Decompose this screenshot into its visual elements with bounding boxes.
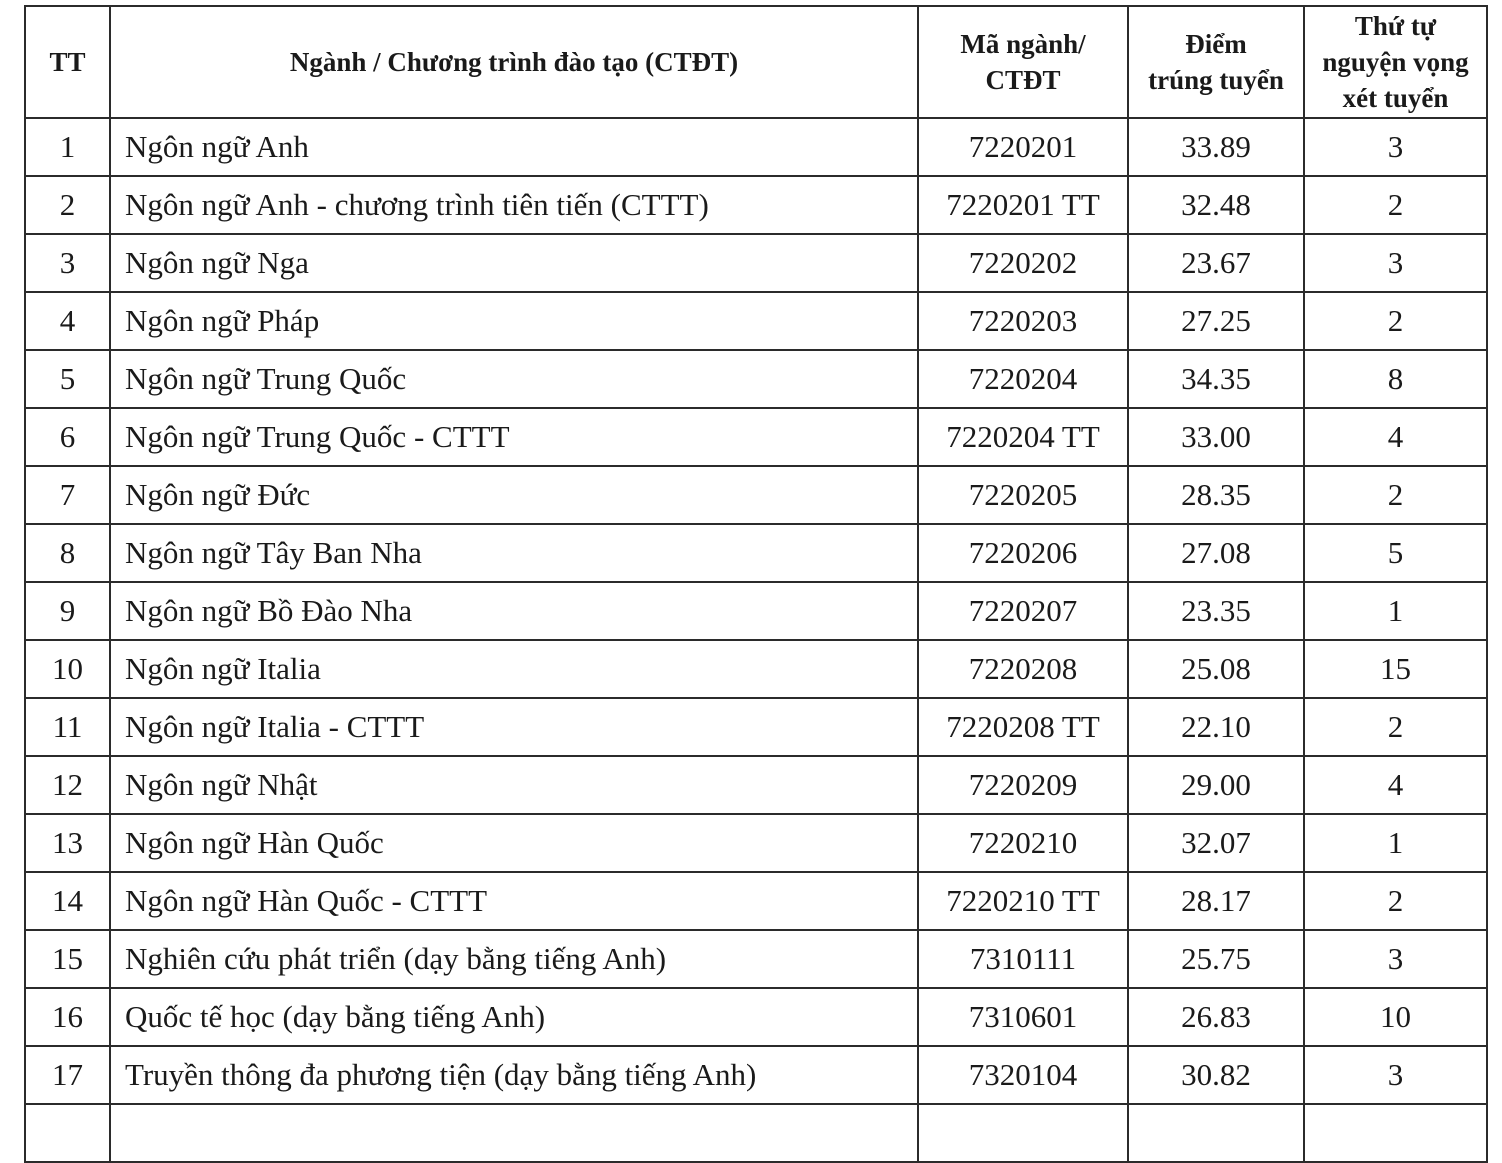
cell-code: 7220210 TT bbox=[918, 872, 1128, 930]
cell-code: 7220201 bbox=[918, 118, 1128, 176]
cell-code: 7310111 bbox=[918, 930, 1128, 988]
cell-score: 33.00 bbox=[1128, 408, 1304, 466]
cell-priority: 2 bbox=[1304, 292, 1487, 350]
header-score-line1: Điểm bbox=[1185, 29, 1247, 59]
cell-program: Ngôn ngữ Anh - chương trình tiên tiến (CTTT) bbox=[110, 176, 918, 234]
cell-program: Ngôn ngữ Pháp bbox=[110, 292, 918, 350]
cell-program: Truyền thông đa phương tiện (dạy bằng tiếng Anh) bbox=[110, 1046, 918, 1104]
cell-priority: 3 bbox=[1304, 1046, 1487, 1104]
table-row bbox=[25, 524, 1487, 582]
cell-priority: 2 bbox=[1304, 698, 1487, 756]
cell-tt-empty bbox=[25, 1104, 110, 1162]
cell-tt: 8 bbox=[25, 524, 110, 582]
cell-tt: 17 bbox=[25, 1046, 110, 1104]
cell-priority: 8 bbox=[1304, 350, 1487, 408]
table-row bbox=[25, 814, 1487, 872]
cell-code-empty bbox=[918, 1104, 1128, 1162]
cell-score: 34.35 bbox=[1128, 350, 1304, 408]
cell-tt: 16 bbox=[25, 988, 110, 1046]
cell-score: 27.25 bbox=[1128, 292, 1304, 350]
cell-score: 26.83 bbox=[1128, 988, 1304, 1046]
cell-score: 27.08 bbox=[1128, 524, 1304, 582]
cell-tt: 6 bbox=[25, 408, 110, 466]
cell-tt: 14 bbox=[25, 872, 110, 930]
cell-program: Ngôn ngữ Đức bbox=[110, 466, 918, 524]
cell-program: Ngôn ngữ Nga bbox=[110, 234, 918, 292]
cell-priority: 3 bbox=[1304, 930, 1487, 988]
cell-tt: 13 bbox=[25, 814, 110, 872]
cell-tt: 9 bbox=[25, 582, 110, 640]
cell-tt: 1 bbox=[25, 118, 110, 176]
cell-code: 7220202 bbox=[918, 234, 1128, 292]
header-code-line1: Mã ngành/ bbox=[960, 29, 1086, 59]
table-row bbox=[25, 350, 1487, 408]
cell-score: 25.08 bbox=[1128, 640, 1304, 698]
cell-score: 32.48 bbox=[1128, 176, 1304, 234]
table-row bbox=[25, 930, 1487, 988]
table-row bbox=[25, 640, 1487, 698]
cell-code: 7220203 bbox=[918, 292, 1128, 350]
cell-program: Ngôn ngữ Italia - CTTT bbox=[110, 698, 918, 756]
header-row bbox=[25, 6, 1487, 118]
cell-score: 25.75 bbox=[1128, 930, 1304, 988]
table-header bbox=[25, 6, 1487, 118]
table-row bbox=[25, 872, 1487, 930]
cell-priority: 2 bbox=[1304, 466, 1487, 524]
header-priority-line2: nguyện vọng bbox=[1322, 47, 1469, 77]
cell-priority: 3 bbox=[1304, 234, 1487, 292]
cell-code: 7220207 bbox=[918, 582, 1128, 640]
cell-score-empty bbox=[1128, 1104, 1304, 1162]
cell-code: 7310601 bbox=[918, 988, 1128, 1046]
cell-code: 7220205 bbox=[918, 466, 1128, 524]
header-priority-line3: xét tuyển bbox=[1342, 83, 1449, 113]
cell-tt: 12 bbox=[25, 756, 110, 814]
cell-code: 7220208 bbox=[918, 640, 1128, 698]
header-code-line2: CTĐT bbox=[985, 65, 1061, 95]
cell-priority: 5 bbox=[1304, 524, 1487, 582]
cell-score: 23.35 bbox=[1128, 582, 1304, 640]
header-priority-line1: Thứ tự bbox=[1354, 11, 1437, 41]
cell-tt: 10 bbox=[25, 640, 110, 698]
cell-tt: 3 bbox=[25, 234, 110, 292]
table-row bbox=[25, 176, 1487, 234]
cell-priority: 1 bbox=[1304, 814, 1487, 872]
cell-program: Ngôn ngữ Anh bbox=[110, 118, 918, 176]
table-row bbox=[25, 988, 1487, 1046]
table-row bbox=[25, 408, 1487, 466]
cell-program: Ngôn ngữ Trung Quốc - CTTT bbox=[110, 408, 918, 466]
cell-score: 22.10 bbox=[1128, 698, 1304, 756]
cell-program-empty bbox=[110, 1104, 918, 1162]
header-priority bbox=[1304, 6, 1487, 118]
table-row bbox=[25, 118, 1487, 176]
header-code bbox=[918, 6, 1128, 118]
table-row-cut bbox=[25, 1104, 1487, 1162]
cell-priority: 2 bbox=[1304, 872, 1487, 930]
cell-code: 7220209 bbox=[918, 756, 1128, 814]
cell-code: 7220201 TT bbox=[918, 176, 1128, 234]
cell-priority: 4 bbox=[1304, 408, 1487, 466]
cell-tt: 2 bbox=[25, 176, 110, 234]
cell-tt: 11 bbox=[25, 698, 110, 756]
cell-priority: 2 bbox=[1304, 176, 1487, 234]
cell-program: Nghiên cứu phát triển (dạy bằng tiếng Anh) bbox=[110, 930, 918, 988]
cell-score: 32.07 bbox=[1128, 814, 1304, 872]
cell-tt: 4 bbox=[25, 292, 110, 350]
cell-program: Ngôn ngữ Bồ Đào Nha bbox=[110, 582, 918, 640]
cell-code: 7220206 bbox=[918, 524, 1128, 582]
cell-tt: 15 bbox=[25, 930, 110, 988]
table-body bbox=[25, 118, 1487, 1162]
cell-priority: 15 bbox=[1304, 640, 1487, 698]
cell-priority: 3 bbox=[1304, 118, 1487, 176]
cell-score: 23.67 bbox=[1128, 234, 1304, 292]
cell-code: 7220204 TT bbox=[918, 408, 1128, 466]
cell-score: 30.82 bbox=[1128, 1046, 1304, 1104]
table-row bbox=[25, 1046, 1487, 1104]
cell-priority: 1 bbox=[1304, 582, 1487, 640]
cell-priority: 4 bbox=[1304, 756, 1487, 814]
cell-program: Ngôn ngữ Hàn Quốc bbox=[110, 814, 918, 872]
cell-score: 29.00 bbox=[1128, 756, 1304, 814]
cell-program: Ngôn ngữ Tây Ban Nha bbox=[110, 524, 918, 582]
header-tt: TT bbox=[25, 6, 110, 118]
cell-score: 33.89 bbox=[1128, 118, 1304, 176]
header-program: Ngành / Chương trình đào tạo (CTĐT) bbox=[110, 6, 918, 118]
cell-code: 7320104 bbox=[918, 1046, 1128, 1104]
cell-program: Ngôn ngữ Nhật bbox=[110, 756, 918, 814]
cell-program: Ngôn ngữ Italia bbox=[110, 640, 918, 698]
table-row bbox=[25, 582, 1487, 640]
cell-score: 28.35 bbox=[1128, 466, 1304, 524]
cell-priority: 10 bbox=[1304, 988, 1487, 1046]
header-score bbox=[1128, 6, 1304, 118]
header-score-line2: trúng tuyển bbox=[1148, 65, 1284, 95]
cell-code: 7220210 bbox=[918, 814, 1128, 872]
table-row bbox=[25, 466, 1487, 524]
cell-tt: 7 bbox=[25, 466, 110, 524]
cell-code: 7220204 bbox=[918, 350, 1128, 408]
cell-score: 28.17 bbox=[1128, 872, 1304, 930]
cell-program: Ngôn ngữ Hàn Quốc - CTTT bbox=[110, 872, 918, 930]
cell-priority-empty bbox=[1304, 1104, 1487, 1162]
cell-tt: 5 bbox=[25, 350, 110, 408]
cell-program: Quốc tế học (dạy bằng tiếng Anh) bbox=[110, 988, 918, 1046]
cell-code: 7220208 TT bbox=[918, 698, 1128, 756]
admission-scores-table bbox=[24, 5, 1488, 1163]
table-row bbox=[25, 698, 1487, 756]
table-row bbox=[25, 292, 1487, 350]
cell-program: Ngôn ngữ Trung Quốc bbox=[110, 350, 918, 408]
table-row bbox=[25, 756, 1487, 814]
table-row bbox=[25, 234, 1487, 292]
